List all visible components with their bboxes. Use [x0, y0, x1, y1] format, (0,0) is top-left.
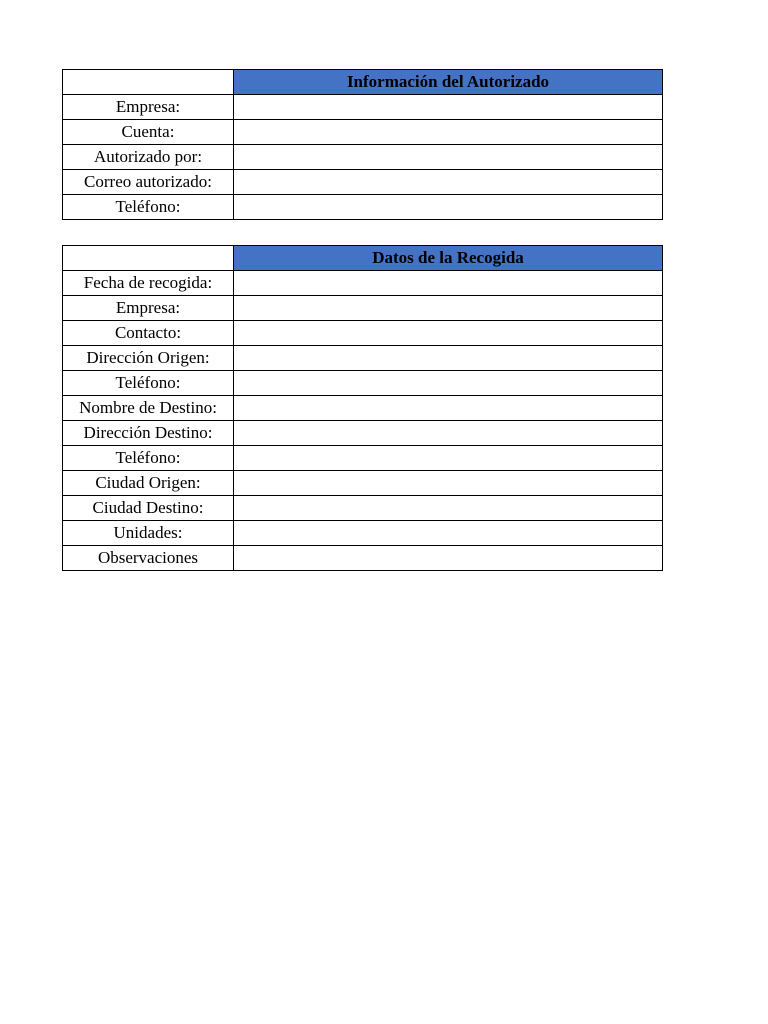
row-label: Nombre de Destino: [63, 396, 234, 421]
table-row [63, 546, 663, 571]
row-label: Dirección Destino: [63, 421, 234, 446]
row-label: Observaciones [63, 546, 234, 571]
pickup-data-title: Datos de la Recogida [234, 246, 663, 271]
table-row [63, 120, 663, 145]
telefono-value-field[interactable] [234, 195, 663, 220]
direccion-destino-value-field[interactable] [234, 421, 663, 446]
row-label: Dirección Origen: [63, 346, 234, 371]
row-label: Ciudad Origen: [63, 471, 234, 496]
direccion-origen-value-field[interactable] [234, 346, 663, 371]
row-label: Unidades: [63, 521, 234, 546]
authorized-info-table [62, 69, 663, 220]
row-label: Ciudad Destino: [63, 496, 234, 521]
empresa-value-field[interactable] [234, 95, 663, 120]
table-row [63, 195, 663, 220]
table-row [63, 170, 663, 195]
row-label: Cuenta: [63, 120, 234, 145]
observaciones-value-field[interactable] [234, 546, 663, 571]
ciudad-destino-value-field[interactable] [234, 496, 663, 521]
row-label: Fecha de recogida: [63, 271, 234, 296]
correo-value-field[interactable] [234, 170, 663, 195]
cuenta-value-field[interactable] [234, 120, 663, 145]
nombre-destino-value-field[interactable] [234, 396, 663, 421]
ciudad-origen-value-field[interactable] [234, 471, 663, 496]
telefono-origen-value-field[interactable] [234, 371, 663, 396]
table-header-row [63, 70, 663, 95]
table-row [63, 95, 663, 120]
row-label: Teléfono: [63, 195, 234, 220]
empresa-value-field[interactable] [234, 296, 663, 321]
table-row [63, 346, 663, 371]
table-row [63, 296, 663, 321]
pickup-data-table [62, 245, 663, 571]
table-row [63, 271, 663, 296]
contacto-value-field[interactable] [234, 321, 663, 346]
header-empty-cell [63, 70, 234, 95]
table-row [63, 521, 663, 546]
row-label: Teléfono: [63, 446, 234, 471]
header-empty-cell [63, 246, 234, 271]
row-label: Empresa: [63, 95, 234, 120]
fecha-recogida-value-field[interactable] [234, 271, 663, 296]
table-row [63, 321, 663, 346]
table-row [63, 471, 663, 496]
autorizado-por-value-field[interactable] [234, 145, 663, 170]
row-label: Contacto: [63, 321, 234, 346]
row-label: Empresa: [63, 296, 234, 321]
authorized-info-title: Información del Autorizado [234, 70, 663, 95]
table-row [63, 496, 663, 521]
table-row [63, 371, 663, 396]
table-row [63, 421, 663, 446]
table-row [63, 396, 663, 421]
row-label: Teléfono: [63, 371, 234, 396]
row-label: Autorizado por: [63, 145, 234, 170]
table-row [63, 446, 663, 471]
row-label: Correo autorizado: [63, 170, 234, 195]
unidades-value-field[interactable] [234, 521, 663, 546]
telefono-destino-value-field[interactable] [234, 446, 663, 471]
table-row [63, 145, 663, 170]
table-header-row [63, 246, 663, 271]
